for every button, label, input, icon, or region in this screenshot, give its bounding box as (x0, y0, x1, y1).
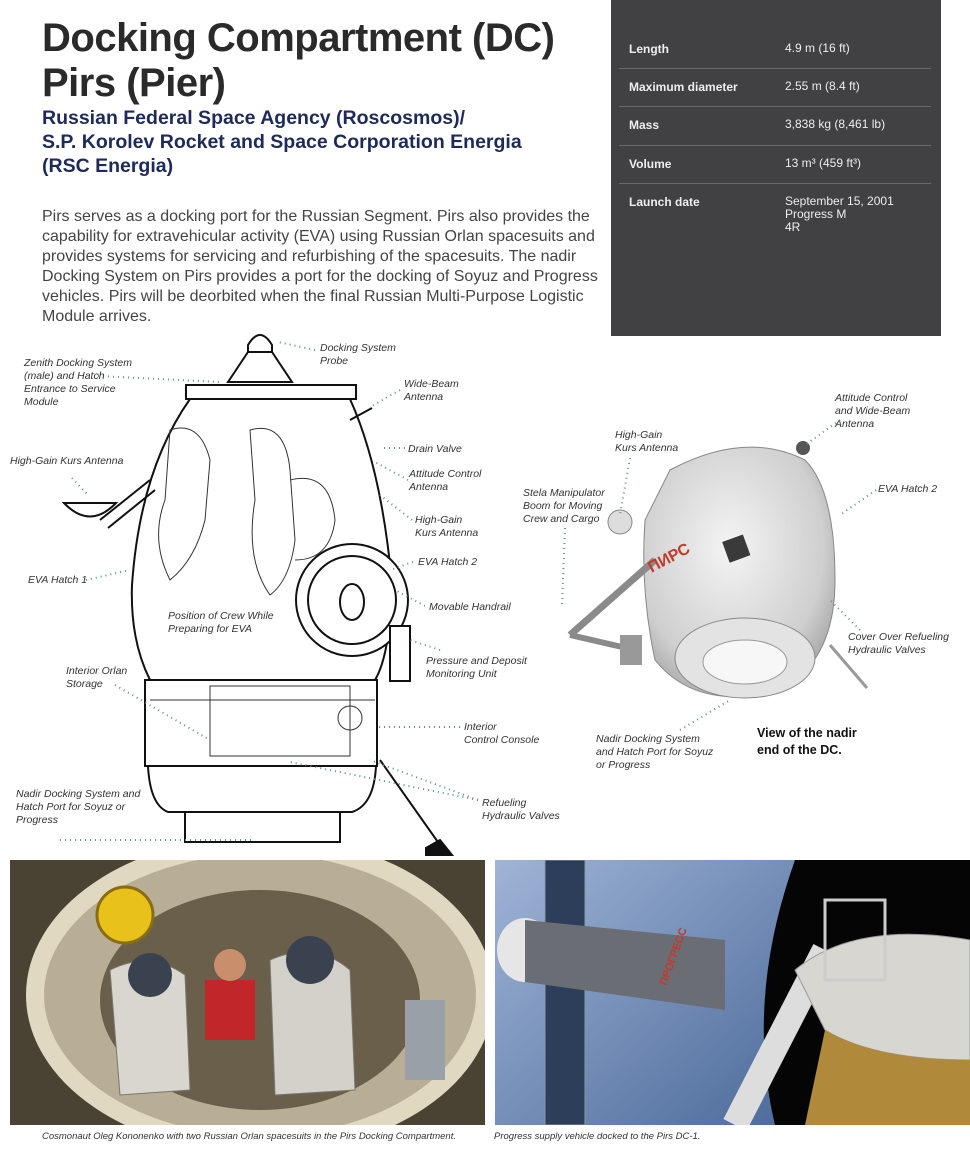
specs-panel (611, 0, 941, 336)
label-interior-orlan (66, 665, 127, 691)
label-line: Crew and Cargo (523, 513, 600, 525)
label-line: Stela Manipulator (523, 487, 605, 499)
label-line: High-Gain (415, 514, 463, 526)
lower-strut (380, 760, 440, 845)
spec-row-volume (619, 145, 931, 184)
label-line: Movable Handrail (429, 601, 511, 613)
progress-photo-caption: Progress supply vehicle docked to the Pirs DC-1. (494, 1131, 701, 1142)
leader-photo-kurs (620, 458, 630, 515)
leader-photo-attitude (805, 420, 840, 445)
label-line: Control Console (464, 734, 540, 746)
progress-photo-art (495, 860, 970, 1125)
leader-attitude (375, 462, 408, 480)
title-line-2: Pirs (Pier) (42, 61, 226, 105)
label-attitude-control (409, 468, 481, 494)
label-eva-hatch-2 (418, 556, 477, 569)
label-line: High-Gain (615, 429, 663, 441)
label-line: Hydraulic Valves (482, 810, 560, 822)
zenith-ring (186, 385, 356, 399)
label-line: High-Gain Kurs Antenna (10, 455, 124, 467)
spec-value: 3,838 kg (8,461 lb) (785, 117, 886, 131)
label-line: Preparing for EVA (168, 623, 253, 635)
page-subtitle (42, 106, 602, 178)
docking-probe-shape (248, 335, 272, 352)
label-zenith-docking (24, 357, 132, 409)
label-line: Attitude Control (835, 392, 908, 404)
label-line: Pressure and Deposit (426, 655, 527, 667)
label-line: EVA Hatch 2 (878, 483, 938, 495)
spec-label: Mass (629, 118, 660, 132)
interior-photo-art (10, 860, 485, 1125)
label-line: Boom for Moving (523, 500, 603, 512)
label-line: Nadir Docking System and (16, 788, 141, 800)
label-line: Monitoring Unit (426, 668, 497, 680)
spec-label: Volume (629, 157, 672, 171)
label-line: Entrance to Service (24, 383, 116, 395)
interior-photo-caption: Cosmonaut Oleg Kononenko with two Russian Orlan spacesuits in the Pirs Docking Compartment. (42, 1131, 456, 1142)
leader-pressure (410, 640, 440, 650)
leader-wide-beam (372, 390, 400, 406)
right-equipment (405, 1000, 445, 1080)
caption-line: end of the DC. (757, 743, 842, 757)
spec-label: Maximum diameter (629, 80, 738, 94)
label-line: Probe (320, 355, 349, 367)
spec-value-line: 4R (785, 220, 801, 234)
interior-photo (10, 860, 485, 1125)
label-line: Drain Valve (408, 443, 462, 455)
label-crew-position (168, 610, 274, 636)
spec-value-line: September 15, 2001 (785, 194, 894, 208)
label-line: Antenna (404, 391, 444, 403)
caption-line: View of the nadir (757, 726, 857, 740)
spec-value (785, 195, 925, 234)
label-line: Refueling (482, 797, 527, 809)
leader-kurs-right (380, 495, 412, 520)
yellow-helmet (97, 887, 153, 943)
spec-row-length (619, 30, 931, 69)
probe-cone (228, 352, 292, 382)
label-line: Hatch Port for Soyuz or (16, 801, 126, 813)
subtitle-line-1: Russian Federal Space Agency (Roscosmos)/ (42, 107, 466, 129)
monitoring-unit-shape (390, 626, 410, 681)
subtitle-line-3: (RSC Energia) (42, 155, 174, 177)
label-line: Kurs Antenna (615, 442, 679, 454)
label-line: Interior (464, 721, 497, 733)
spec-value: 4.9 m (16 ft) (785, 41, 850, 55)
leader-kurs (72, 478, 88, 495)
label-docking-probe (320, 342, 396, 368)
label-line: Module (24, 396, 59, 408)
label-line: (male) and Hatch (24, 370, 105, 382)
lower-bowl (148, 766, 376, 812)
label-high-gain-kurs (10, 455, 123, 468)
cosmonaut-head (214, 949, 246, 981)
spec-value-line: Progress M (785, 207, 847, 221)
progress-marking: ПРОГРЕСС (657, 926, 690, 988)
label-line: Antenna (835, 418, 875, 430)
label-eva-hatch-1 (28, 574, 87, 587)
suit-left-helmet (128, 953, 172, 997)
label-line: Attitude Control (409, 468, 482, 480)
label-nadir-docking (16, 788, 140, 827)
label-line: Docking System (320, 342, 396, 354)
label-line: or Progress (596, 759, 651, 771)
leader-photo-nadir (680, 700, 730, 730)
photo-leaders (550, 400, 970, 740)
label-line: Storage (66, 678, 103, 690)
leader-photo-stela (562, 528, 565, 605)
label-line: and Wide-Beam (835, 405, 911, 417)
solar-array (545, 860, 585, 1125)
label-high-gain-kurs-right (415, 514, 478, 540)
title-line-1: Docking Compartment (DC) (42, 16, 555, 60)
label-refueling-valves (482, 797, 560, 823)
label-wide-beam (404, 378, 459, 404)
label-interior-console (464, 721, 539, 747)
module-marking: ПИРС (645, 540, 693, 577)
spec-row-diameter (619, 68, 931, 107)
label-line: Position of Crew While (168, 610, 274, 622)
label-pressure-deposit (426, 655, 527, 681)
leader-probe (278, 342, 315, 350)
spec-value: 13 m³ (459 ft³) (785, 156, 862, 170)
nadir-ring (185, 812, 340, 842)
spec-label: Length (629, 42, 669, 56)
spec-label: Launch date (629, 195, 700, 209)
leader-photo-eva2 (840, 490, 876, 515)
strut-foot (426, 840, 452, 855)
suit-right-helmet (286, 936, 334, 984)
label-line: EVA Hatch 2 (418, 556, 478, 568)
label-line: Wide-Beam (404, 378, 459, 390)
label-drain-valve (408, 443, 462, 456)
label-movable-handrail (429, 601, 511, 614)
page-title (42, 16, 602, 106)
label-line: EVA Hatch 1 (28, 574, 88, 586)
subtitle-line-2: S.P. Korolev Rocket and Space Corporation Energia (42, 131, 522, 153)
leader-refuel-1 (370, 760, 478, 800)
label-line: Interior Orlan (66, 665, 128, 677)
label-line: and Hatch Port for Soyuz (596, 746, 714, 758)
intro-paragraph: Pirs serves as a docking port for the Russian Segment. Pirs also provides the capability for extravehicular activity (EVA) using Russian Orlan spacesuits and provides systems for servicing and refurbishing of the spacesuits. The nadir Docking System on Pirs provides a port for the docking of Soyuz and Progress vehicles. Pirs will be deorbited when the final Russian Multi-Purpose Logistic Module arrives. (42, 208, 598, 325)
label-line: Antenna (409, 481, 449, 493)
label-line: Cover Over Refueling (848, 631, 949, 643)
label-line: Progress (16, 814, 59, 826)
leader-photo-cover (830, 600, 860, 630)
spec-value: 2.55 m (8.4 ft) (785, 79, 860, 93)
label-line: Hydraulic Valves (848, 644, 926, 656)
label-line: Nadir Docking System (596, 733, 700, 745)
progress-photo (495, 860, 970, 1125)
cosmonaut-body (205, 980, 255, 1040)
leader-eva1 (86, 570, 130, 580)
label-line: Kurs Antenna (415, 527, 479, 539)
label-line: Zenith Docking System (24, 357, 132, 369)
spec-row-mass (619, 106, 931, 146)
spec-row-launch (619, 183, 931, 243)
